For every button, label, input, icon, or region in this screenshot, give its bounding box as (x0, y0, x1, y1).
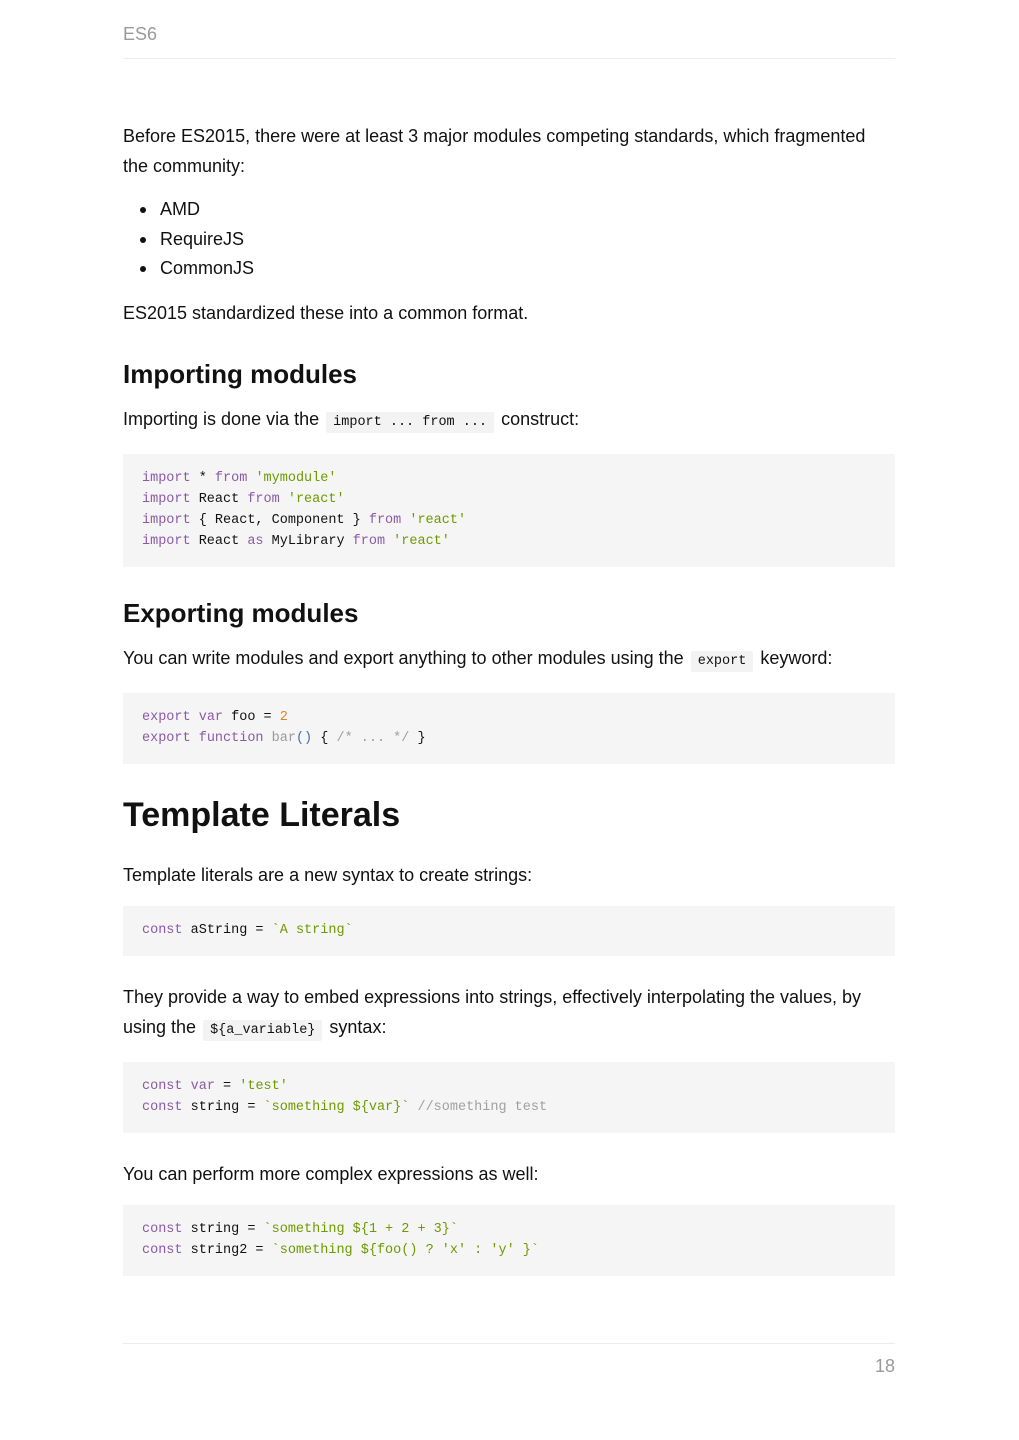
code-token: from (352, 533, 386, 549)
code-token: = (214, 1078, 240, 1094)
code-line (142, 710, 288, 725)
code-token: export (142, 730, 191, 746)
inline-code: import ... from ... (326, 412, 494, 433)
list-item: AMD (160, 195, 895, 225)
exporting-text-after: keyword: (760, 647, 833, 668)
code-token: React (190, 533, 248, 549)
code-token: const (142, 1099, 183, 1115)
code-token: var (198, 709, 224, 725)
code-token: React (190, 491, 248, 507)
page-number: 18 (874, 1356, 895, 1376)
code-token: from (247, 491, 280, 507)
code-token: 'react' (287, 491, 345, 507)
template-p2-before: They provide a way to embed expressions into strings, effectively interpolating the values, by using the (123, 986, 862, 1037)
code-token: 'mymodule' (255, 470, 337, 486)
code-token: import (142, 470, 191, 486)
code-token: const (142, 1078, 183, 1094)
code-token: { React, Component } (190, 512, 369, 528)
code-token (280, 492, 288, 507)
standardized-paragraph: ES2015 standardized these into a common format. (123, 302, 529, 323)
code-line (142, 513, 466, 528)
code-token: import (142, 491, 191, 507)
code-line (142, 534, 450, 549)
code-line (142, 1222, 458, 1237)
code-token: const (142, 1221, 183, 1237)
template-paragraph-2 (123, 982, 895, 1046)
code-token (385, 534, 393, 549)
code-token: function (198, 730, 264, 746)
code-token: from (368, 512, 402, 528)
module-standards-list (123, 195, 895, 284)
code-token: const (142, 922, 183, 938)
code-line (142, 731, 426, 746)
code-token: { (312, 730, 337, 746)
code-block-template-2 (123, 1062, 895, 1133)
importing-heading: Importing modules (123, 358, 357, 389)
code-token: from (214, 470, 248, 486)
intro-paragraph: Before ES2015, there were at least 3 major modules competing standards, which fragmented the community: (123, 126, 866, 176)
code-token: export (142, 709, 191, 725)
code-line (142, 923, 353, 938)
code-token: import (142, 533, 191, 549)
exporting-paragraph (123, 643, 895, 677)
code-token: () (295, 730, 313, 746)
exporting-text-before: You can write modules and export anything to other modules using the (123, 647, 684, 668)
code-token: 2 (279, 709, 288, 725)
code-token: } (409, 730, 426, 746)
code-block-template-3 (123, 1205, 895, 1276)
code-token: 'test' (239, 1078, 288, 1094)
footer-divider (123, 1343, 895, 1344)
code-token (183, 1079, 191, 1094)
code-token: `something ${foo() ? 'x' : 'y' }` (271, 1242, 539, 1258)
code-token: bar (271, 730, 296, 746)
code-token: import (142, 512, 191, 528)
template-paragraph-3: You can perform more complex expressions as well: (123, 1163, 539, 1184)
code-token: string2 = (182, 1242, 272, 1258)
code-token: `something ${1 + 2 + 3}` (263, 1221, 458, 1237)
code-token: * (190, 470, 215, 486)
code-token: const (142, 1242, 183, 1258)
code-token: MyLibrary (263, 533, 353, 549)
code-token (191, 710, 199, 725)
code-token: 'react' (393, 533, 450, 549)
importing-text-after: construct: (501, 408, 580, 429)
exporting-heading: Exporting modules (123, 597, 359, 628)
code-block-export (123, 693, 895, 764)
list-item: CommonJS (160, 254, 895, 284)
inline-code: export (691, 651, 754, 672)
importing-text-before: Importing is done via the (123, 408, 320, 429)
code-token: string = (182, 1221, 264, 1237)
running-header: ES6 (123, 24, 158, 44)
code-token: //something test (417, 1099, 548, 1115)
code-line (142, 1100, 547, 1115)
code-line (142, 1079, 288, 1094)
code-block-import (123, 454, 895, 567)
importing-paragraph (123, 404, 895, 438)
code-token: `A string` (271, 922, 353, 938)
code-token (191, 731, 199, 746)
code-token: /* ... */ (336, 730, 410, 746)
main-content (123, 121, 895, 1302)
code-block-template-1 (123, 906, 895, 956)
code-token: 'react' (409, 512, 467, 528)
template-paragraph-1: Template literals are a new syntax to create strings: (123, 864, 533, 885)
template-literals-heading: Template Literals (123, 795, 401, 834)
code-token: var (190, 1078, 215, 1094)
code-line (142, 492, 345, 507)
code-token (264, 731, 272, 746)
code-token: aString = (182, 922, 272, 938)
header-divider (123, 58, 895, 59)
code-token: foo = (223, 709, 280, 725)
code-token: `something ${var}` (263, 1099, 410, 1115)
code-line (142, 1243, 539, 1258)
inline-code: ${a_variable} (203, 1020, 322, 1041)
template-p2-after: syntax: (329, 1016, 387, 1037)
code-token: string = (182, 1099, 264, 1115)
code-line (142, 471, 336, 486)
code-token: as (247, 533, 264, 549)
list-item: RequireJS (160, 225, 895, 255)
